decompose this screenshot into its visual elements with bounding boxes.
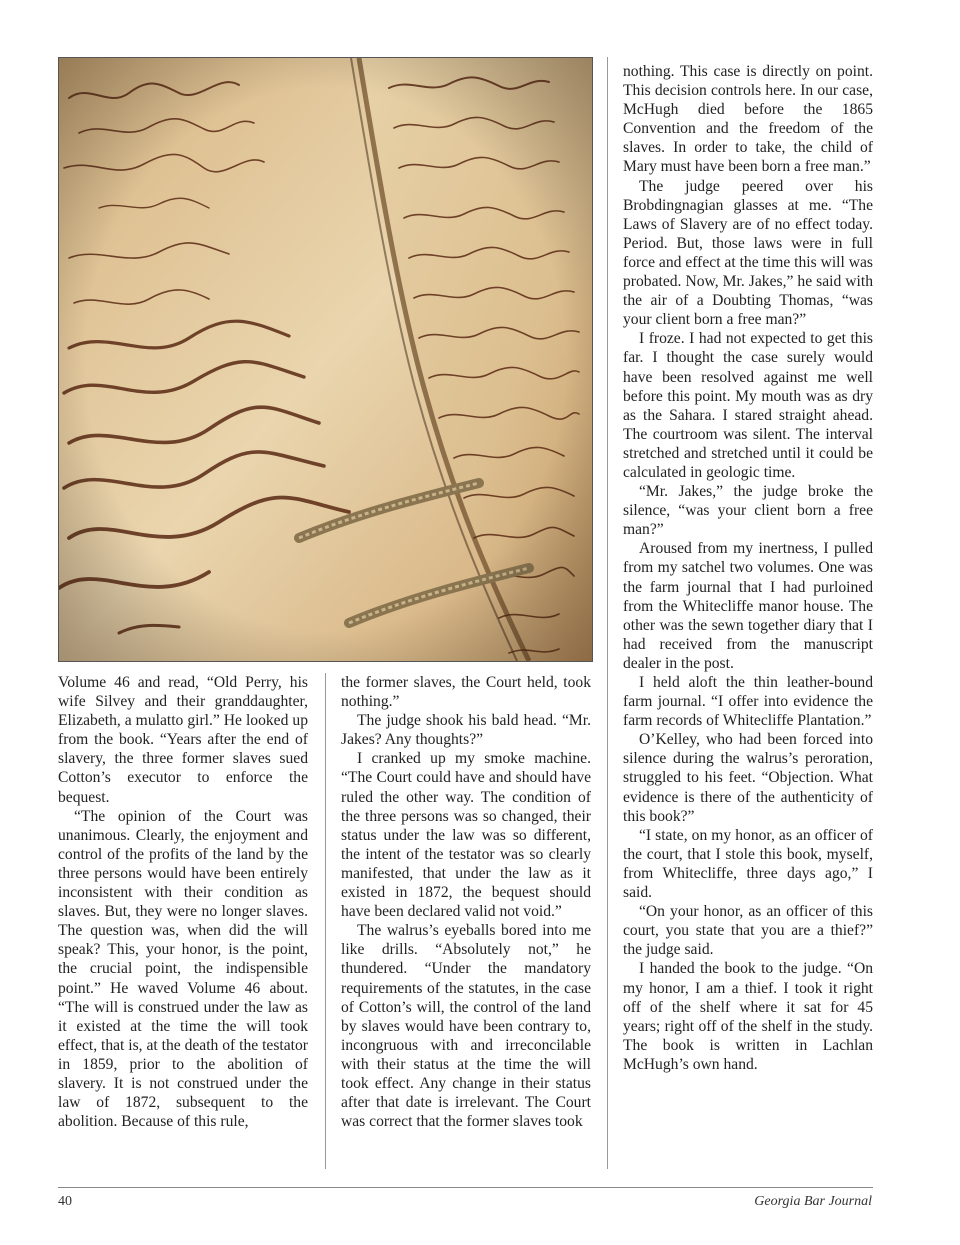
paragraph: I froze. I had not expected to get this far. I thought the case surely would have been resolved against me well before this point. My mouth was as dry as the Sahara. I stared straight ahead. The courtroom was silent. The interval stretched and stretched until it could be calculated in geologic time. <box>623 330 873 481</box>
paragraph: I cranked up my smoke machine. “The Court could have and should have ruled the other way. The condition of the three persons was so changed, their status under the law was so different, the intent of the testator was so clearly manifested, that under the law as it existed in 1872, the bequest should have been declared valid not void.” <box>341 750 591 921</box>
column-divider <box>607 57 608 1169</box>
article-column-2 <box>341 673 591 1131</box>
paragraph: “The opinion of the Court was unanimous. Clearly, the enjoyment and control of the profits of the land by the three persons would have been entirely inconsistent with their condition as slaves. But, they were no longer slaves. The question was, when did the will speak? This, your honor, is the point, the crucial point, the indispensible point.” He waved Volume 46 about. “The will is construed under the law as it existed at the time the will took effect, that is, at the death of the testator in 1859, prior to the abolition of slavery. It is not construed under the law of 1872, subsequent to the abolition. Because of this rule, <box>58 807 308 1131</box>
page-number: 40 <box>58 1194 72 1209</box>
paragraph: O’Kelley, who had been forced into silence during the walrus’s peroration, struggled to his feet. “Objection. What evidence is there of the authenticity of this book?” <box>623 731 873 825</box>
footer-rule <box>58 1187 873 1188</box>
column-divider <box>325 673 326 1169</box>
paragraph: The judge peered over his Brobdingnagian glasses at me. “The Laws of Slavery are of no effect today. Period. But, those laws were in full force and effect at the time this will was probated. Now, Mr. Jakes,” he said with the air of a Doubting Thomas, “was your client born a free man?” <box>623 177 873 329</box>
journal-name: Georgia Bar Journal <box>754 1194 872 1209</box>
manuscript-illustration <box>59 58 592 661</box>
paragraph: “Mr. Jakes,” the judge broke the silence, “was your client born a free man?” <box>623 483 873 539</box>
paragraph: the former slaves, the Court held, took nothing.” <box>341 674 591 711</box>
paragraph: The walrus’s eyeballs bored into me like drills. “Absolutely not,” he thundered. “Under the mandatory requirements of the statutes, in the case of Cotton’s will, the control of the land by slaves would have been contrary to, incongruous with and irreconcilable with their status at the time the will took effect. Any change in their status after that date is irrelevant. The Court was correct that the former slaves took <box>341 922 591 1131</box>
article-column-1 <box>58 673 308 1131</box>
paragraph: Volume 46 and read, “Old Perry, his wife Silvey and their granddaughter, Elizabeth, a mulatto girl.” He looked up from the book. “Years after the end of slavery, the three former slaves sued Cotton’s executor to enforce the bequest. <box>58 674 308 806</box>
paragraph: “I state, on my honor, as an officer of the court, that I stole this book, myself, from Whitecliffe, three days ago,” I said. <box>623 826 873 902</box>
article-column-3 <box>623 62 873 1074</box>
paragraph: nothing. This case is directly on point. This decision controls here. In our case, McHugh died before the 1865 Convention and the freedom of the slaves. In order to take, the child of Mary must have been born a free man.” <box>623 63 873 176</box>
paragraph: I held aloft the thin leather-bound farm journal. “I offer into evidence the farm records of Whitecliffe Plantation.” <box>623 674 873 730</box>
paragraph: I handed the book to the judge. “On my honor, I am a thief. I took it right off of the shelf where it sat for 45 years; right off of the shelf in the study. The book is written in Lachlan McHugh’s own hand. <box>623 960 873 1073</box>
paragraph: Aroused from my inertness, I pulled from my satchel two volumes. One was the farm journal that I had purloined from the Whitecliffe manor house. The other was the sewn together diary that I had received from the manuscript dealer in the post. <box>623 540 873 672</box>
paragraph: The judge shook his bald head. “Mr. Jakes? Any thoughts?” <box>341 712 591 749</box>
paragraph: “On your honor, as an officer of this court, you state that you are a thief?” the judge said. <box>623 903 873 959</box>
manuscript-photo <box>58 57 593 662</box>
